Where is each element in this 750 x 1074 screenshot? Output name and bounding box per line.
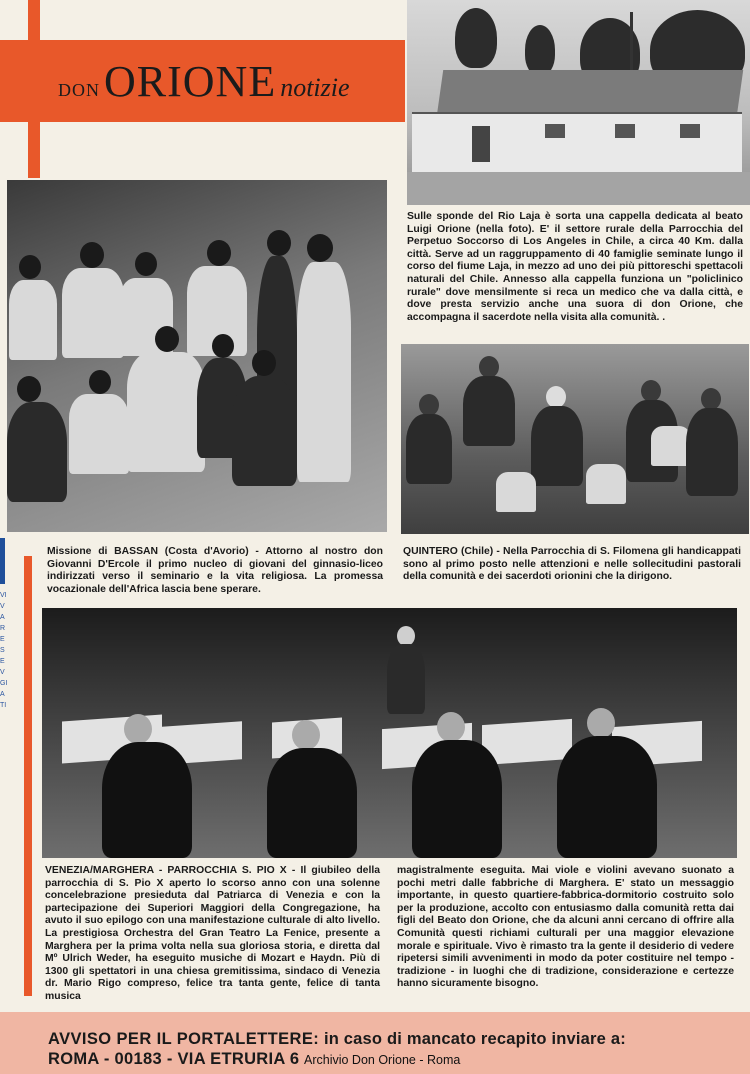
photo-tree [455, 8, 497, 68]
edge-text: VIVARESEVGIATI [0, 592, 8, 709]
postal-address: ROMA - 00183 - VIA ETRURIA 6 [48, 1050, 300, 1068]
caption-bassan-text: - Attorno al nostro don Giovanni D'Ercole il primo nucleo di giovani del ginnasio-liceo indirizzati verso il seminario e la vita religiosa. La promessa vocazionale dell'Africa lascia bene sperare. [47, 546, 383, 595]
caption-quintero-lead: QUINTERO (Chile) [403, 546, 494, 557]
photo-house-wall [412, 112, 742, 174]
photo-bassan-group [7, 180, 387, 532]
masthead-stripe [28, 0, 40, 178]
photo-quintero [401, 344, 749, 534]
caption-venezia-col2: magistralmente eseguita. Mai viole e violini avevano suonato a pochi metri dalle fabbriche di Marghera. E' stato un messaggio importante, in questo quartiere-fabbrica-dormitorio costruito solo per la produzione, accolto con entusiasmo dalla comunità retta dai figli del Beato don Orione, che da alcuni anni cercano di offrire alla Comunità questi richiami culturali per una maggior elevazione morale e spirituale. Vivo è rimasto tra la gente il desiderio di vedere ripetersi simili avvenimenti in modo da poter costituire nel tempo - tradizione - in luoghi che di tradizione, considerazione e certezze hanno sicuramente bisogno. [397, 865, 734, 990]
postal-notice-rest: in caso di mancato recapito inviare a: [319, 1030, 626, 1048]
caption-rio-laja: Sulle sponde del Rio Laja è sorta una cappella dedicata al beato Luigi Orione (nella foto). E' il settore rurale della Parrocchia del Perpetuo Soccorso di Los Angeles in Chile, a circa 40 Km. dalla città. Serve ad un raggruppamento di 40 famiglie seminate lungo il corso del fiume Laja, in mezzo ad uno dei più pittoreschi spettacoli naturali del Chile. Annesso alla cappella funziona un "policlinico rurale" dove mensilmente si reca un medico che va dalla città, e dove presta servizio anche una suora di don Orione, che accompagna il sacerdote nella visita alla comunità. . [407, 211, 743, 323]
logo-orione: ORIONE [104, 57, 277, 106]
caption-quintero-text: - Nella Parrocchia di S. Filomena gli handicappati sono al primo posto nelle attenzioni e nelle sollecitudini pastorali della comunità e dei sacerdoti orionini che la dirigono. [403, 546, 741, 583]
edge-mark [0, 538, 5, 584]
photo-door [472, 126, 490, 162]
postal-notice-lead: AVVISO PER IL PORTALETTERE: [48, 1030, 320, 1048]
photo-concert-marghera [42, 608, 737, 858]
postal-notice [48, 1030, 626, 1049]
photo-tree [525, 25, 555, 75]
caption-quintero [403, 546, 741, 584]
caption-venezia-text-1: - Il giubileo della parrocchia di S. Pio X aperto lo scorso anno con una solenne concelebrazione presieduta dal Patriarca di Venezia e con la partecipazione dei Superiori Maggiori della Congregazione, ha avuto il suo epilogo con una manifestazione culturale di alto livello. La prestigiosa Orchestra del Gran Teatro La Fenice, presente a Marghera per la prima volta nella sua gloriosa storia, e diretta dal Mº Ulrich Weder, ha eseguito musiche di Mozart e Haydn. Più di 1300 gli spettatori in una chiesa gremitissima, sindaco di Venezia dr. Mario Rigo compreso, felice tra tanta gente, felice di tanta musica [45, 865, 381, 1002]
logo-don: DON [58, 80, 100, 100]
caption-bassan-lead: Missione di BASSAN (Costa d'Avorio) [47, 546, 249, 557]
caption-venezia-col1 [45, 865, 380, 1004]
masthead-logo [58, 56, 350, 106]
caption-venezia-lead: VENEZIA/MARGHERA - PARROCCHIA S. PIO X [45, 865, 287, 876]
photo-window [545, 124, 565, 138]
photo-roof [437, 70, 743, 116]
caption-bassan [47, 546, 383, 596]
photo-ground [407, 172, 750, 205]
logo-notizie: notizie [280, 73, 350, 102]
archive-stamp: Archivio Don Orione - Roma [304, 1053, 461, 1067]
photo-window [680, 124, 700, 138]
sidebar-rule [24, 556, 32, 996]
photo-window [615, 124, 635, 138]
